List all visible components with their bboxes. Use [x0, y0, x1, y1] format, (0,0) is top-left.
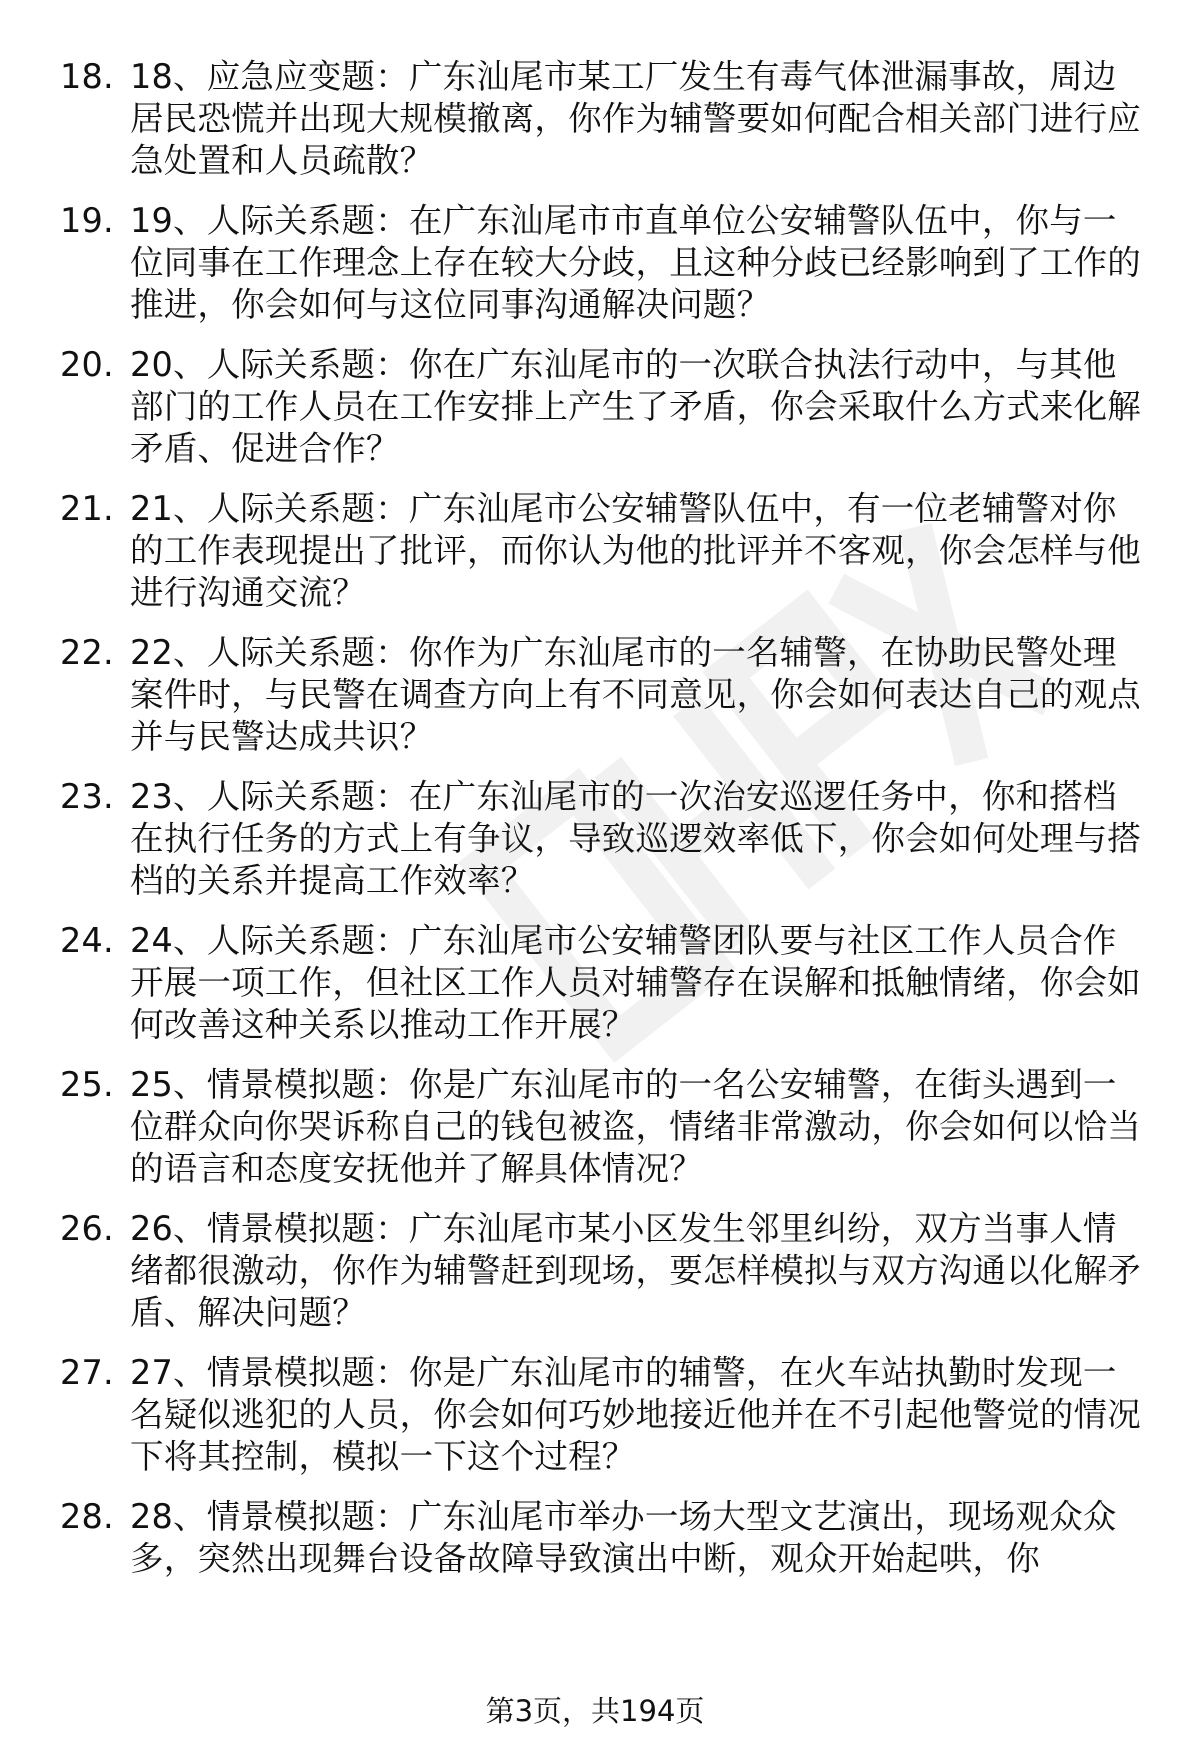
question-text: 20、人际关系题：你在广东汕尾市的一次联合执法行动中，与其他部门的工作人员在工作安排上产生了矛盾，你会采取什么方式来化解矛盾、促进合作？ — [130, 345, 1141, 468]
question-list — [60, 56, 1150, 1598]
question-number: 27. — [60, 1353, 114, 1392]
page-footer — [0, 1693, 1190, 1729]
question-number: 25. — [60, 1065, 114, 1104]
question-text: 18、应急应变题：广东汕尾市某工厂发生有毒气体泄漏事故，周边居民恐慌并出现大规模撤离，你作为辅警要如何配合相关部门进行应急处置和人员疏散？ — [130, 57, 1141, 180]
question-text: 27、情景模拟题：你是广东汕尾市的辅警，在火车站执勤时发现一名疑似逃犯的人员，你会如何巧妙地接近他并在不引起他警觉的情况下将其控制，模拟一下这个过程？ — [130, 1353, 1141, 1476]
question-number: 28. — [60, 1497, 114, 1536]
question-item — [60, 1064, 1150, 1190]
question-item — [60, 1208, 1150, 1334]
question-text: 23、人际关系题：在广东汕尾市的一次治安巡逻任务中，你和搭档在执行任务的方式上有争议，导致巡逻效率低下，你会如何处理与搭档的关系并提高工作效率？ — [130, 777, 1141, 900]
question-item — [60, 776, 1150, 902]
question-text: 21、人际关系题：广东汕尾市公安辅警队伍中，有一位老辅警对你的工作表现提出了批评，而你认为他的批评并不客观，你会怎样与他进行沟通交流？ — [130, 489, 1141, 612]
question-text: 24、人际关系题：广东汕尾市公安辅警团队要与社区工作人员合作开展一项工作，但社区工作人员对辅警存在误解和抵触情绪，你会如何改善这种关系以推动工作开展？ — [130, 921, 1141, 1044]
question-number: 20. — [60, 345, 114, 384]
question-item — [60, 1496, 1150, 1580]
question-number: 22. — [60, 633, 114, 672]
question-item — [60, 920, 1150, 1046]
question-text: 25、情景模拟题：你是广东汕尾市的一名公安辅警，在街头遇到一位群众向你哭诉称自己的钱包被盗，情绪非常激动，你会如何以恰当的语言和态度安抚他并了解具体情况？ — [130, 1065, 1141, 1188]
question-number: 19. — [60, 201, 114, 240]
question-item — [60, 200, 1150, 326]
question-text: 26、情景模拟题：广东汕尾市某小区发生邻里纠纷，双方当事人情绪都很激动，你作为辅警赶到现场，要怎样模拟与双方沟通以化解矛盾、解决问题？ — [130, 1209, 1141, 1332]
question-text: 22、人际关系题：你作为广东汕尾市的一名辅警，在协助民警处理案件时，与民警在调查方向上有不同意见，你会如何表达自己的观点并与民警达成共识？ — [130, 633, 1141, 756]
question-number: 18. — [60, 57, 114, 96]
page-number-label: 第3页，共194页 — [485, 1694, 705, 1728]
question-text: 19、人际关系题：在广东汕尾市市直单位公安辅警队伍中，你与一位同事在工作理念上存在较大分歧，且这种分歧已经影响到了工作的推进，你会如何与这位同事沟通解决问题？ — [130, 201, 1141, 324]
question-text: 28、情景模拟题：广东汕尾市举办一场大型文艺演出，现场观众众多，突然出现舞台设备故障导致演出中断，观众开始起哄，你 — [130, 1497, 1117, 1578]
question-number: 26. — [60, 1209, 114, 1248]
question-item — [60, 632, 1150, 758]
question-item — [60, 1352, 1150, 1478]
question-item — [60, 344, 1150, 470]
question-item — [60, 56, 1150, 182]
question-number: 24. — [60, 921, 114, 960]
question-item — [60, 488, 1150, 614]
question-number: 23. — [60, 777, 114, 816]
question-number: 21. — [60, 489, 114, 528]
